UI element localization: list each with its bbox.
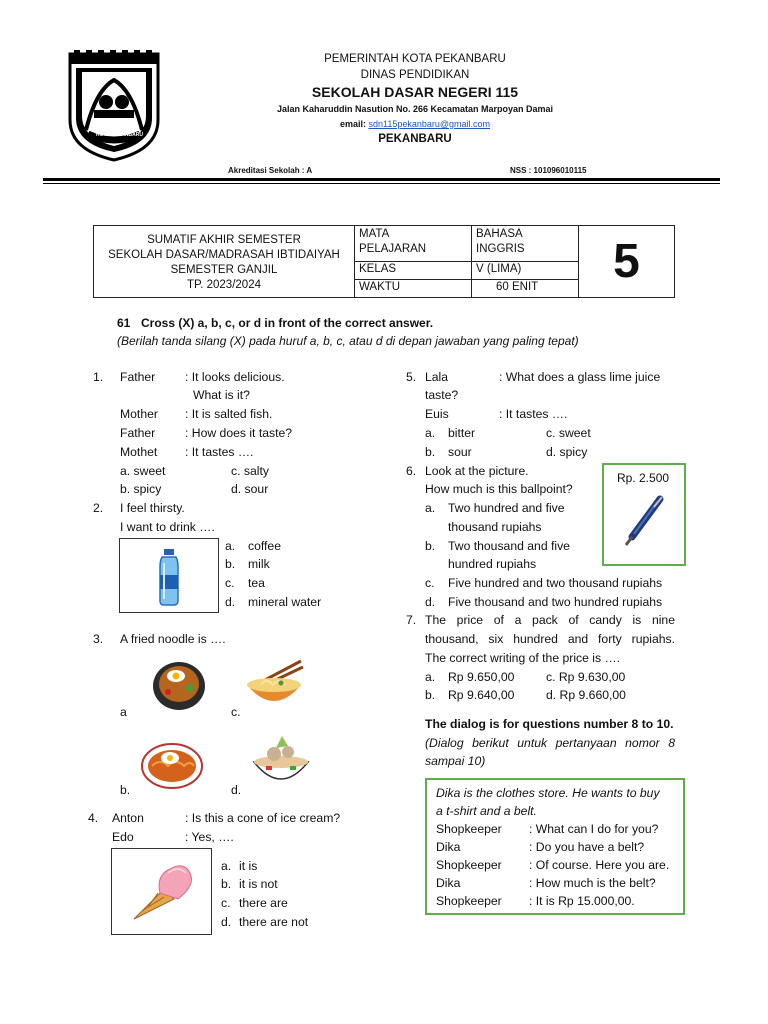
fried-rice-image: [146, 654, 212, 714]
q4-option-c-letter[interactable]: c.: [221, 896, 231, 910]
q6-option-a-letter[interactable]: a.: [425, 501, 436, 515]
dialog-box: [425, 778, 685, 915]
q4-option-c[interactable]: there are: [239, 896, 288, 910]
ice-cream-cone-icon: [112, 849, 211, 934]
dialog-intro-cont: a t-shirt and a belt.: [436, 804, 537, 818]
q6-option-a[interactable]: Two hundred and five: [448, 501, 565, 515]
subject-value-cell: [472, 226, 579, 262]
q4-option-a-letter[interactable]: a.: [221, 859, 232, 873]
q1-line: : It looks delicious.: [185, 370, 285, 384]
q1-speaker: Mother: [120, 407, 158, 421]
q4-speaker: Anton: [112, 811, 144, 825]
school-address: Jalan Kaharuddin Nasution No. 266 Kecamatan Marpoyan Damai: [276, 104, 554, 114]
q4-option-d[interactable]: there are not: [239, 915, 309, 929]
nss: NSS : 101096010115: [510, 166, 587, 175]
q2-option-b[interactable]: milk: [248, 557, 270, 571]
q2-option-a[interactable]: coffee: [248, 539, 281, 553]
q2-option-d[interactable]: mineral water: [248, 595, 322, 609]
q4-option-a[interactable]: it is: [239, 859, 258, 873]
dialog-translation: (Dialog berikut untuk pertanyaan nomor 8: [425, 736, 675, 750]
q5-speaker: Euis: [425, 407, 449, 421]
dialog-speaker: Shopkeeper: [436, 894, 502, 908]
dialog-line: : It is Rp 15.000,00.: [529, 894, 635, 908]
q1-option-c[interactable]: c. salty: [231, 464, 269, 478]
q2-option-c[interactable]: tea: [248, 576, 265, 590]
subject-value-2: INGGRIS: [476, 243, 525, 255]
q1-line: What is it?: [193, 388, 250, 402]
ballpoint-pen-icon: [604, 465, 684, 564]
q5-option-d[interactable]: d. spicy: [546, 445, 588, 459]
q3-label-c[interactable]: c.: [231, 705, 241, 719]
q5-option-b-letter[interactable]: b.: [425, 445, 436, 459]
price-tag: Rp. 2.500: [617, 471, 670, 485]
shield-emblem-icon: [66, 50, 162, 162]
ballpoint-image: [602, 463, 686, 566]
exam-title-line: SUMATIF AKHIR SEMESTER: [147, 233, 301, 246]
q3-label-b[interactable]: b.: [120, 783, 131, 797]
fried-rice-icon: [146, 654, 212, 714]
q5-line: : What does a glass lime juice: [499, 370, 661, 384]
q5-option-a-letter[interactable]: a.: [425, 426, 436, 440]
q6-line2: How much is this ballpoint?: [425, 482, 573, 496]
q2-option-d-letter[interactable]: d.: [225, 595, 236, 609]
dialog-line: : How much is the belt?: [529, 876, 656, 890]
pelajaran-label: PELAJARAN: [359, 243, 427, 255]
accreditation: Akreditasi Sekolah : A: [228, 166, 313, 175]
noodle-soup-image: [243, 655, 305, 715]
dialog-line: : Do you have a belt?: [529, 840, 645, 854]
q4-option-b[interactable]: it is not: [239, 877, 278, 891]
q4-option-b-letter[interactable]: b.: [221, 877, 232, 891]
q7-option-b[interactable]: Rp 9.640,00: [448, 688, 515, 702]
q6-option-a-cont[interactable]: thousand rupiahs: [448, 520, 542, 534]
q2-option-c-letter[interactable]: c.: [225, 576, 235, 590]
q1-option-b[interactable]: b. spicy: [120, 482, 162, 496]
city: PEKANBARU: [378, 133, 452, 145]
q4-line: : Yes, ….: [185, 830, 234, 844]
q2-option-b-letter[interactable]: b.: [225, 557, 236, 571]
email-label: email:: [339, 119, 366, 129]
exam-title-line: SEKOLAH DASAR/MADRASAH IBTIDAIYAH: [108, 248, 340, 261]
q3-label-a[interactable]: a: [120, 705, 127, 719]
letterhead-line2: DINAS PENDIDIKAN: [360, 69, 470, 81]
ice-cream-image: [111, 848, 212, 935]
q4-number: 4.: [88, 811, 99, 825]
q3-label-d[interactable]: d.: [231, 783, 242, 797]
q7-option-c[interactable]: c. Rp 9.630,00: [546, 670, 626, 684]
letterhead-line1: PEMERINTAH KOTA PEKANBARU: [324, 53, 506, 65]
q2-number: 2.: [93, 501, 104, 515]
q7-option-d[interactable]: d. Rp 9.660,00: [546, 688, 626, 702]
q7-option-a[interactable]: Rp 9.650,00: [448, 670, 515, 684]
exam-title-line: TP. 2023/2024: [187, 278, 261, 291]
q4-line: : Is this a cone of ice cream?: [185, 811, 341, 825]
school-name: SEKOLAH DASAR NEGERI 115: [311, 84, 519, 100]
q2-option-a-letter[interactable]: a.: [225, 539, 236, 553]
meatball-soup-icon: [246, 728, 316, 796]
instruction-number: 61: [117, 316, 131, 330]
fried-noodle-icon: [136, 730, 208, 796]
q5-option-c[interactable]: c. sweet: [546, 426, 591, 440]
q5-line: taste?: [425, 388, 459, 402]
q5-option-a[interactable]: bitter: [448, 426, 476, 440]
q6-option-b[interactable]: Two thousand and five: [448, 539, 570, 553]
subject-label-cell: [355, 226, 472, 262]
q4-option-d-letter[interactable]: d.: [221, 915, 232, 929]
q5-speaker: Lala: [425, 370, 449, 384]
q1-number: 1.: [93, 370, 104, 384]
q6-option-b-letter[interactable]: b.: [425, 539, 436, 553]
q3-number: 3.: [93, 632, 104, 646]
q5-number: 5.: [406, 370, 417, 384]
mata-label: MATA: [359, 228, 390, 240]
dialog-speaker: Dika: [436, 840, 461, 854]
email-line: [250, 119, 580, 129]
q2-line2: I want to drink ….: [120, 520, 215, 534]
q6-option-b-cont[interactable]: hundred rupiahs: [448, 557, 537, 571]
instruction-translation: (Berilah tanda silang (X) pada huruf a, b, c, atau d di depan jawaban yang paling tepat): [117, 334, 579, 348]
dialog-speaker: Shopkeeper: [436, 822, 502, 836]
dialog-translation-cont: sampai 10): [425, 754, 486, 768]
meatball-soup-image: [246, 728, 316, 796]
noodle-soup-icon: [243, 655, 305, 715]
q1-speaker: Father: [120, 426, 156, 440]
q5-option-b[interactable]: sour: [448, 445, 472, 459]
water-bottle-image: [119, 538, 219, 613]
water-bottle-icon: [120, 539, 218, 612]
q2-line1: I feel thirsty.: [120, 501, 185, 515]
exam-title-line: SEMESTER GANJIL: [170, 263, 278, 276]
q6-option-d[interactable]: Five thousand and two hundred rupiahs: [448, 595, 663, 609]
q7-line1: The price of a pack of candy is nine: [425, 613, 675, 627]
q5-line: : It tastes ….: [499, 407, 568, 421]
waktu-label: WAKTU: [355, 280, 472, 298]
dialog-line: : Of course. Here you are.: [529, 858, 670, 872]
q3-text: A fried noodle is ….: [120, 632, 226, 646]
waktu-value: 60 ENIT: [472, 280, 579, 298]
dialog-line: : What can I do for you?: [529, 822, 659, 836]
q1-speaker: Father: [120, 370, 156, 384]
exam-title-cell: [94, 226, 355, 298]
q7-line3: The correct writing of the price is ….: [425, 651, 621, 665]
subject-value-1: BAHASA: [476, 228, 523, 240]
email-link[interactable]: sdn115pekanbaru@gmail.com: [368, 119, 491, 129]
dialog-speaker: Dika: [436, 876, 461, 890]
grade-number: 5: [579, 226, 675, 298]
q1-line: : It is salted fish.: [185, 407, 273, 421]
kelas-value: V (LIMA): [472, 262, 579, 280]
q4-speaker: Edo: [112, 830, 134, 844]
q6-option-c-letter[interactable]: c.: [425, 576, 435, 590]
q7-option-b-letter[interactable]: b.: [425, 688, 436, 702]
q6-option-c[interactable]: Five hundred and two thousand rupiahs: [448, 576, 663, 590]
dialog-intro: Dika is the clothes store. He wants to buy: [436, 786, 660, 800]
logo-text: KOTA PEKANBARU: [96, 132, 143, 138]
q6-number: 6.: [406, 464, 417, 478]
q1-option-a[interactable]: a. sweet: [120, 464, 166, 478]
letterhead-divider: [43, 178, 720, 181]
q1-speaker: Mothet: [120, 445, 158, 459]
q7-option-a-letter[interactable]: a.: [425, 670, 436, 684]
kelas-label: KELAS: [355, 262, 472, 280]
fried-noodle-image: [136, 730, 208, 796]
q7-number: 7.: [406, 613, 417, 627]
exam-info-table: [93, 225, 675, 298]
q7-line2: thousand, six hundred and forty rupiahs.: [425, 632, 675, 646]
q6-option-d-letter[interactable]: d.: [425, 595, 436, 609]
dialog-heading: The dialog is for questions number 8 to 10.: [425, 717, 674, 731]
dialog-speaker: Shopkeeper: [436, 858, 502, 872]
instruction-text: Cross (X) a, b, c, or d in front of the correct answer.: [141, 316, 434, 330]
q1-option-d[interactable]: d. sour: [231, 482, 269, 496]
q1-line: : It tastes ….: [185, 445, 254, 459]
school-logo: [66, 50, 162, 162]
q1-line: : How does it taste?: [185, 426, 293, 440]
q6-line1: Look at the picture.: [425, 464, 529, 478]
letterhead-divider-thin: [43, 183, 720, 184]
